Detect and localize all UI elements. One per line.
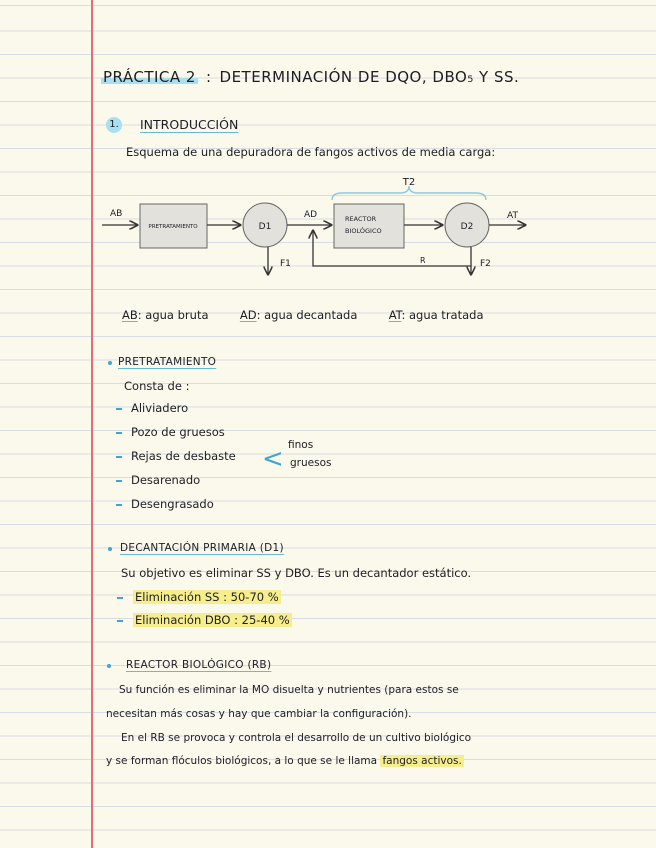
list-dash	[116, 432, 122, 434]
reactor-text-line-4: y se forman flóculos biológicos, a lo que se le llama fangos activos.	[106, 755, 462, 767]
rejas-option-gruesos: gruesos	[290, 457, 332, 469]
section-heading-reactor: REACTOR BIOLÓGICO (RB)	[126, 659, 272, 671]
list-dash	[116, 456, 122, 458]
section-number-badge: 1.	[106, 117, 122, 133]
decantacion-item-dbo: Eliminación DBO : 25-40 %	[135, 613, 290, 627]
section-heading-decantacion: DECANTACIÓN PRIMARIA (D1)	[120, 542, 284, 554]
list-item: Aliviadero	[131, 401, 189, 415]
rejas-bracket: <	[262, 444, 284, 474]
list-dash	[116, 408, 122, 410]
legend-at-key: AT	[388, 308, 402, 322]
label-t2: T2	[402, 177, 416, 188]
decantacion-text: Su objetivo es eliminar SS y DBO. Es un decantador estático.	[121, 566, 472, 580]
legend-ab-value: : agua bruta	[137, 308, 209, 322]
label-r: R	[420, 256, 426, 265]
list-item: Pozo de gruesos	[131, 425, 225, 439]
title-subject: DETERMINACIÓN DE DQO, DBO₅ Y SS.	[219, 68, 520, 86]
reactor-text-line-2: necesitan más cosas y hay que cambiar la configuración).	[106, 708, 412, 720]
reactor-text-line-1: Su función es eliminar la MO disuelta y nutrientes (para estos se	[119, 684, 459, 696]
list-dash	[116, 504, 122, 506]
list-dash	[116, 480, 122, 482]
box-reactor-line2: BIOLÓGICO	[345, 227, 382, 235]
notebook-margin-line	[91, 0, 93, 848]
legend-ab-key: AB	[122, 308, 138, 322]
section-bullet	[107, 664, 111, 668]
label-ab: AB	[110, 209, 123, 219]
highlight-fangos-activos: fangos activos.	[382, 755, 462, 767]
treatment-plant-diagram	[100, 176, 540, 276]
legend-at-value: : agua tratada	[401, 308, 484, 322]
title-separator: :	[205, 68, 212, 86]
reactor-text-line-3: En el RB se provoca y controla el desarrollo de un cultivo biológico	[121, 732, 472, 744]
intro-text: Esquema de una depuradora de fangos activos de media carga:	[126, 145, 496, 159]
legend-ad-key: AD	[239, 308, 257, 322]
title-practice: PRÁCTICA 2	[103, 68, 196, 86]
list-item: Desarenado	[131, 473, 201, 487]
label-f1: F1	[280, 259, 291, 269]
section-bullet	[108, 361, 112, 365]
box-pretratamiento-label: PRETRATAMIENTO	[148, 224, 198, 230]
circle-d1-label: D1	[258, 222, 272, 232]
decantacion-item-ss: Eliminación SS : 50-70 %	[135, 590, 279, 604]
label-ad: AD	[304, 210, 318, 220]
section-heading-pretratamiento: PRETRATAMIENTO	[118, 356, 217, 368]
t2-brace	[332, 186, 486, 200]
rejas-option-finos: finos	[288, 439, 314, 451]
list-dash	[117, 620, 123, 622]
section-heading-introduccion: INTRODUCCIÓN	[140, 117, 239, 132]
legend-ad-value: : agua decantada	[256, 308, 358, 322]
section-bullet	[108, 547, 112, 551]
page-title	[101, 68, 519, 86]
list-item: Rejas de desbaste	[131, 449, 236, 463]
label-f2: F2	[480, 259, 491, 269]
pretratamiento-intro: Consta de :	[124, 379, 190, 393]
box-reactor-biologico	[334, 204, 404, 248]
label-at: AT	[507, 211, 518, 221]
box-reactor-line1: REACTOR	[345, 215, 377, 223]
diagram-legend	[122, 308, 484, 322]
list-item: Desengrasado	[131, 497, 214, 511]
list-dash	[117, 597, 123, 599]
circle-d2-label: D2	[460, 222, 474, 232]
